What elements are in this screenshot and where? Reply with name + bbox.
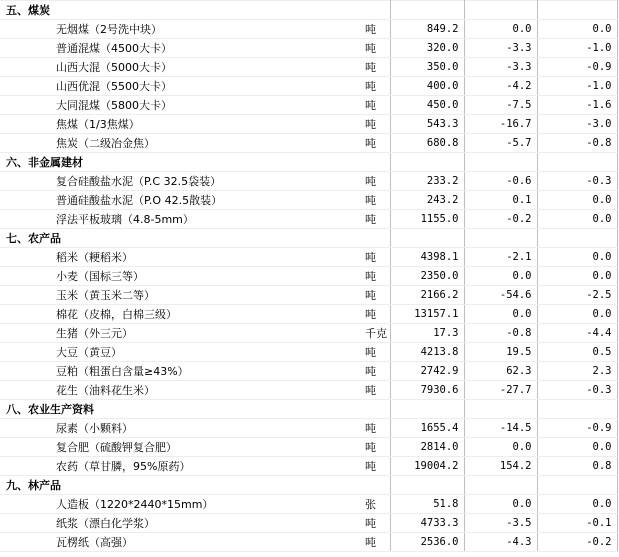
item-name: 无烟煤（2号洗中块）	[56, 23, 162, 36]
item-unit: 吨	[362, 343, 390, 362]
item-price: 17.3	[390, 324, 464, 343]
item-change-percent: -0.2	[537, 533, 617, 552]
item-price: 350.0	[390, 58, 464, 77]
table-row	[0, 457, 617, 476]
item-name-cell	[0, 77, 362, 96]
item-price: 450.0	[390, 96, 464, 115]
item-name: 复合肥（硫酸钾复合肥）	[56, 441, 177, 454]
item-price: 19004.2	[390, 457, 464, 476]
item-price: 51.8	[390, 495, 464, 514]
item-change-previous: 0.0	[464, 438, 537, 457]
item-change-previous: 0.0	[464, 20, 537, 39]
item-name-cell	[0, 533, 362, 552]
item-price: 4213.8	[390, 343, 464, 362]
table-row	[0, 267, 617, 286]
item-change-previous: -16.7	[464, 115, 537, 134]
item-name-cell	[0, 457, 362, 476]
item-name-cell	[0, 514, 362, 533]
item-unit: 吨	[362, 20, 390, 39]
item-price: 13157.1	[390, 305, 464, 324]
item-name: 人造板（1220*2440*15mm）	[56, 498, 214, 511]
item-price: 320.0	[390, 39, 464, 58]
item-change-percent: -4.4	[537, 324, 617, 343]
item-price: 243.2	[390, 191, 464, 210]
item-unit: 吨	[362, 533, 390, 552]
item-change-percent: 0.0	[537, 191, 617, 210]
section-unit-cell	[362, 400, 390, 419]
item-name: 农药（草甘膦，95%原药）	[56, 460, 191, 473]
item-change-previous: -0.8	[464, 324, 537, 343]
item-unit: 吨	[362, 248, 390, 267]
item-name-cell	[0, 20, 362, 39]
table-row	[0, 305, 617, 324]
item-name: 生猪（外三元）	[56, 327, 133, 340]
item-name-cell	[0, 96, 362, 115]
table-row	[0, 514, 617, 533]
item-unit: 吨	[362, 362, 390, 381]
table-row	[0, 191, 617, 210]
item-change-percent: 0.0	[537, 495, 617, 514]
item-name-cell	[0, 419, 362, 438]
section-empty-cell	[390, 153, 464, 172]
item-change-percent: -2.5	[537, 286, 617, 305]
section-empty-cell	[390, 476, 464, 495]
item-price: 233.2	[390, 172, 464, 191]
table-row	[0, 20, 617, 39]
table-row	[0, 77, 617, 96]
item-change-previous: -14.5	[464, 419, 537, 438]
item-name: 玉米（黄玉米二等）	[56, 289, 155, 302]
item-price: 2350.0	[390, 267, 464, 286]
section-empty-cell	[390, 1, 464, 20]
section-title: 六、非金属建材	[0, 153, 362, 172]
item-change-previous: 19.5	[464, 343, 537, 362]
table-row	[0, 58, 617, 77]
item-change-previous: -3.3	[464, 39, 537, 58]
item-change-percent: -1.6	[537, 96, 617, 115]
item-change-previous: -3.5	[464, 514, 537, 533]
item-change-percent: -0.8	[537, 134, 617, 153]
item-name: 复合硅酸盐水泥（P.C 32.5袋装）	[56, 175, 222, 188]
item-change-percent: -0.1	[537, 514, 617, 533]
item-unit: 吨	[362, 172, 390, 191]
item-price: 543.3	[390, 115, 464, 134]
item-unit: 吨	[362, 381, 390, 400]
table-row	[0, 96, 617, 115]
item-name: 棉花（皮棉，白棉三级）	[56, 308, 177, 321]
item-name: 大豆（黄豆）	[56, 346, 122, 359]
table-row	[0, 438, 617, 457]
item-price: 4733.3	[390, 514, 464, 533]
item-unit: 吨	[362, 457, 390, 476]
item-change-previous: -27.7	[464, 381, 537, 400]
price-table-body	[0, 1, 617, 552]
table-row	[0, 210, 617, 229]
item-change-percent: -0.3	[537, 381, 617, 400]
table-row	[0, 172, 617, 191]
item-change-previous: -7.5	[464, 96, 537, 115]
item-change-previous: 0.1	[464, 191, 537, 210]
item-unit: 吨	[362, 191, 390, 210]
item-name: 山西大混（5000大卡）	[56, 61, 172, 74]
item-change-percent: 0.0	[537, 267, 617, 286]
item-name-cell	[0, 362, 362, 381]
section-empty-cell	[464, 400, 537, 419]
item-change-percent: -0.3	[537, 172, 617, 191]
item-change-percent: 0.0	[537, 248, 617, 267]
item-name-cell	[0, 39, 362, 58]
item-price: 680.8	[390, 134, 464, 153]
item-change-previous: -0.2	[464, 210, 537, 229]
item-unit: 千克	[362, 324, 390, 343]
item-unit: 吨	[362, 286, 390, 305]
item-price: 1155.0	[390, 210, 464, 229]
section-empty-cell	[390, 229, 464, 248]
item-name: 小麦（国标三等）	[56, 270, 144, 283]
section-header-row	[0, 1, 617, 20]
item-change-previous: -5.7	[464, 134, 537, 153]
section-unit-cell	[362, 476, 390, 495]
item-name-cell	[0, 495, 362, 514]
item-change-percent: -1.0	[537, 39, 617, 58]
item-change-previous: -4.3	[464, 533, 537, 552]
item-price: 1655.4	[390, 419, 464, 438]
section-empty-cell	[537, 476, 617, 495]
item-name: 普通硅酸盐水泥（P.O 42.5散装）	[56, 194, 223, 207]
section-empty-cell	[537, 153, 617, 172]
item-change-percent: 0.5	[537, 343, 617, 362]
item-name: 豆粕（粗蛋白含量≥43%）	[56, 365, 189, 378]
item-price: 4398.1	[390, 248, 464, 267]
item-name: 尿素（小颗料）	[56, 422, 133, 435]
table-row	[0, 134, 617, 153]
table-row	[0, 362, 617, 381]
section-header-row	[0, 400, 617, 419]
item-name: 大同混煤（5800大卡）	[56, 99, 172, 112]
table-row	[0, 381, 617, 400]
item-name: 瓦楞纸（高强）	[56, 536, 133, 549]
item-change-percent: 0.0	[537, 305, 617, 324]
item-change-percent: -0.9	[537, 58, 617, 77]
section-empty-cell	[464, 153, 537, 172]
item-name-cell	[0, 58, 362, 77]
section-unit-cell	[362, 153, 390, 172]
item-price: 7930.6	[390, 381, 464, 400]
item-name: 稻米（粳稻米）	[56, 251, 133, 264]
item-name-cell	[0, 210, 362, 229]
item-change-previous: 62.3	[464, 362, 537, 381]
item-unit: 张	[362, 495, 390, 514]
item-price: 2166.2	[390, 286, 464, 305]
item-price: 849.2	[390, 20, 464, 39]
table-row	[0, 419, 617, 438]
item-unit: 吨	[362, 438, 390, 457]
item-unit: 吨	[362, 514, 390, 533]
item-change-percent: 0.0	[537, 20, 617, 39]
item-name-cell	[0, 267, 362, 286]
item-unit: 吨	[362, 115, 390, 134]
item-unit: 吨	[362, 39, 390, 58]
item-name: 普通混煤（4500大卡）	[56, 42, 172, 55]
item-unit: 吨	[362, 305, 390, 324]
item-change-percent: -3.0	[537, 115, 617, 134]
item-name-cell	[0, 343, 362, 362]
item-price: 2536.0	[390, 533, 464, 552]
section-title: 九、林产品	[0, 476, 362, 495]
item-change-previous: -54.6	[464, 286, 537, 305]
item-name-cell	[0, 438, 362, 457]
item-name-cell	[0, 191, 362, 210]
section-title: 八、农业生产资料	[0, 400, 362, 419]
item-name-cell	[0, 248, 362, 267]
item-name-cell	[0, 381, 362, 400]
item-price: 2814.0	[390, 438, 464, 457]
item-change-percent: -1.0	[537, 77, 617, 96]
item-change-previous: 154.2	[464, 457, 537, 476]
table-row	[0, 533, 617, 552]
table-row	[0, 343, 617, 362]
item-name-cell	[0, 305, 362, 324]
table-row	[0, 115, 617, 134]
item-name-cell	[0, 324, 362, 343]
table-row	[0, 495, 617, 514]
table-row	[0, 39, 617, 58]
item-name: 山西优混（5500大卡）	[56, 80, 172, 93]
item-name: 浮法平板玻璃（4.8-5mm）	[56, 213, 194, 226]
item-unit: 吨	[362, 77, 390, 96]
section-header-row	[0, 476, 617, 495]
item-price: 2742.9	[390, 362, 464, 381]
item-unit: 吨	[362, 58, 390, 77]
section-empty-cell	[537, 400, 617, 419]
section-title: 七、农产品	[0, 229, 362, 248]
item-change-previous: -4.2	[464, 77, 537, 96]
item-change-percent: 0.0	[537, 438, 617, 457]
item-change-previous: -2.1	[464, 248, 537, 267]
item-name-cell	[0, 286, 362, 305]
section-empty-cell	[390, 400, 464, 419]
item-name-cell	[0, 115, 362, 134]
item-name-cell	[0, 134, 362, 153]
section-empty-cell	[537, 1, 617, 20]
item-change-previous: 0.0	[464, 495, 537, 514]
item-unit: 吨	[362, 210, 390, 229]
item-change-percent: 2.3	[537, 362, 617, 381]
item-name: 焦煤（1/3焦煤）	[56, 118, 140, 131]
section-empty-cell	[464, 229, 537, 248]
item-change-previous: -0.6	[464, 172, 537, 191]
item-change-percent: -0.9	[537, 419, 617, 438]
item-name: 焦炭（二级冶金焦）	[56, 137, 155, 150]
section-title: 五、煤炭	[0, 1, 362, 20]
section-empty-cell	[537, 229, 617, 248]
section-header-row	[0, 153, 617, 172]
table-row	[0, 248, 617, 267]
item-name: 花生（油料花生米）	[56, 384, 155, 397]
section-empty-cell	[464, 476, 537, 495]
item-name-cell	[0, 172, 362, 191]
item-name: 纸浆（漂白化学浆）	[56, 517, 155, 530]
section-unit-cell	[362, 1, 390, 20]
section-empty-cell	[464, 1, 537, 20]
item-unit: 吨	[362, 419, 390, 438]
item-change-percent: 0.0	[537, 210, 617, 229]
table-row	[0, 286, 617, 305]
table-row	[0, 324, 617, 343]
section-unit-cell	[362, 229, 390, 248]
item-change-previous: 0.0	[464, 267, 537, 286]
item-unit: 吨	[362, 267, 390, 286]
item-change-previous: -3.3	[464, 58, 537, 77]
item-change-previous: 0.0	[464, 305, 537, 324]
item-unit: 吨	[362, 134, 390, 153]
item-change-percent: 0.8	[537, 457, 617, 476]
item-unit: 吨	[362, 96, 390, 115]
item-price: 400.0	[390, 77, 464, 96]
section-header-row	[0, 229, 617, 248]
